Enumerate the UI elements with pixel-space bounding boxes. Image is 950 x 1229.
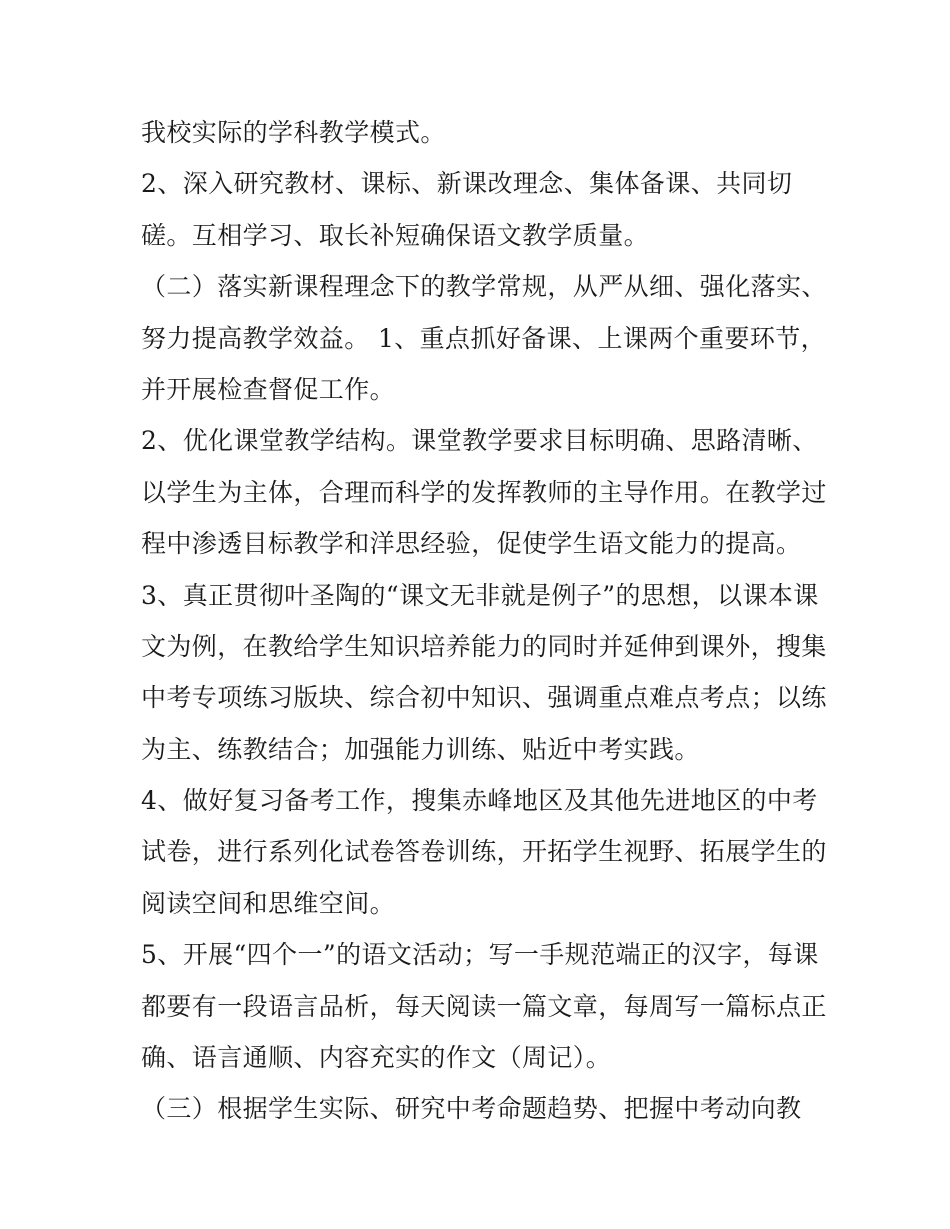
document-body	[141, 107, 827, 1135]
text-line: 并开展检查督促工作。	[141, 374, 396, 404]
text-line: 磋。互相学习、取长补短确保语文教学质量。	[141, 220, 650, 250]
text-line: 阅读空间和思维空间。	[141, 888, 396, 918]
text-line: 试卷，进行系列化试卷答卷训练，开拓学生视野、拓展学生的	[141, 837, 827, 867]
text-line: （三）根据学生实际、研究中考命题趋势、把握中考动向教	[141, 1094, 802, 1124]
text-line: 我校实际的学科教学模式。	[141, 118, 446, 147]
text-line: 为主、练教结合；加强能力训练、贴近中考实践。	[141, 734, 700, 764]
text-line: 3、真正贯彻叶圣陶的“课文无非就是例子”的思想，以课本课	[141, 580, 819, 610]
text-line: 确、语言通顺、内容充实的作文（周记）。	[141, 1043, 612, 1073]
text-line: 4、做好复习备考工作，搜集赤峰地区及其他先进地区的中考	[141, 786, 818, 816]
text-line: 以学生为主体，合理而科学的发挥教师的主导作用。在教学过	[141, 477, 827, 507]
text-line: 2、优化课堂教学结构。课堂教学要求目标明确、思路清晰、	[141, 426, 818, 456]
text-line: 中考专项练习版块、综合初中知识、强调重点难点考点；以练	[141, 683, 827, 713]
text-line: （二）落实新课程理念下的教学常规，从严从细、强化落实、	[141, 272, 827, 302]
text-line: 都要有一段语言品析，每天阅读一篇文章，每周写一篇标点正	[141, 991, 827, 1021]
text-line: 努力提高教学效益。 1、重点抓好备课、上课两个重要环节，	[141, 323, 827, 353]
text-line: 2、深入研究教材、课标、新课改理念、集体备课、共同切	[141, 169, 793, 199]
text-line: 5、开展“四个一”的语文活动；写一手规范端正的汉字，每课	[141, 940, 819, 970]
text-line: 程中渗透目标教学和洋思经验，促使学生语文能力的提高。	[141, 529, 802, 559]
text-line: 文为例，在教给学生知识培养能力的同时并延伸到课外，搜集	[141, 631, 827, 661]
